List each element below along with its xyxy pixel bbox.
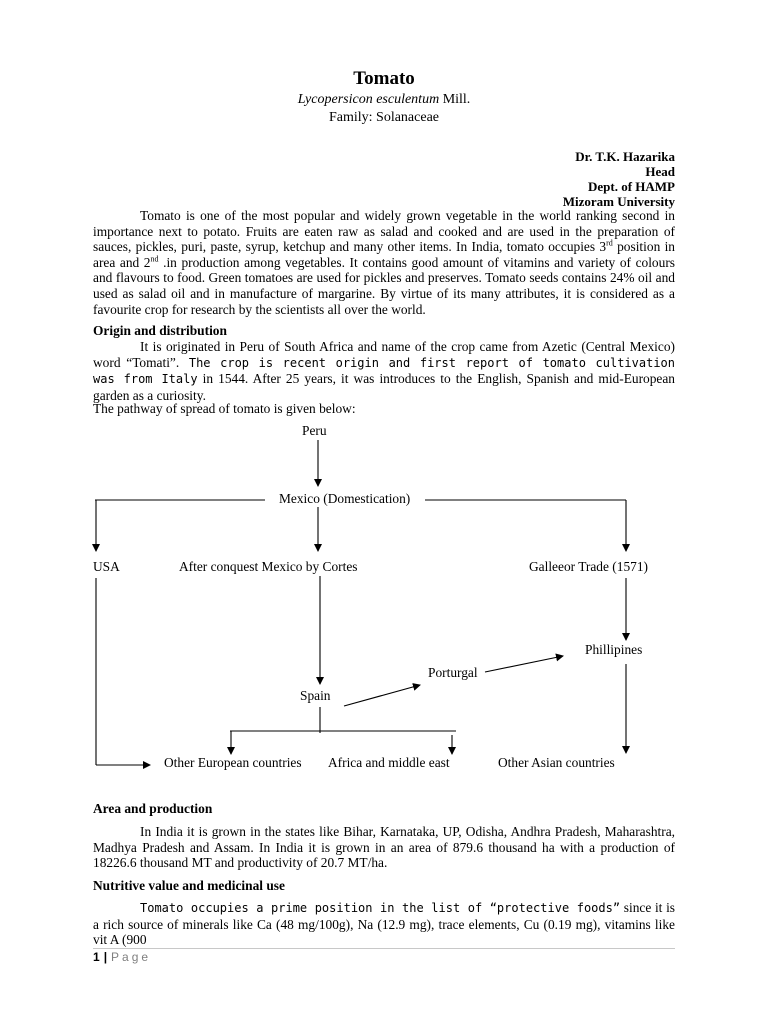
node-mexico: Mexico (Domestication) bbox=[279, 491, 411, 506]
page-footer bbox=[93, 950, 151, 964]
node-phillipines: Phillipines bbox=[585, 642, 643, 657]
node-portugal: Porturgal bbox=[428, 665, 478, 680]
nutritive-heading: Nutritive value and medicinal use bbox=[93, 878, 285, 893]
author-university: Mizoram University bbox=[562, 194, 675, 209]
origin-paragraph: It is originated in Peru of South Africa and name of the crop came from Azetic (Central Mexico) word “Tomati”. The crop is recent origin and first report of tomato cultivation was from Italy in 1544. After 25 years, it was introduces to the English, Spanish and mid-European garden as a curiosity. bbox=[93, 339, 676, 403]
node-africa: Africa and middle east bbox=[328, 755, 450, 770]
arrow-portugal-phillipines bbox=[485, 656, 563, 672]
author-dept: Dept. of HAMP bbox=[587, 179, 675, 194]
author-position: Head bbox=[645, 164, 675, 179]
intro-paragraph: Tomato is one of the most popular and widely grown vegetable in the world ranking second in importance next to potato. Fruits are eaten raw as salad and cooked and are used in the preparation of sauces, pickles, puri, paste, syrup, ketchup and many other items. In India, tomato occupies 3rd position in area and 2nd .in production among vegetables. It contains good amount of vitamins and variety of colours and flavours to food. Green tomatoes are used for pickles and preserves. Tomato seeds contains 24% oil and used as salad oil and in manufacture of margarine. By virtue of its many attributes, it is considered as a favourite crop for research by the scientists all over the world. bbox=[93, 208, 676, 317]
author-name: Dr. T.K. Hazarika bbox=[575, 149, 675, 164]
family-line: Family: Solanaceae bbox=[328, 110, 440, 125]
page-label: Page bbox=[111, 950, 152, 964]
node-peru: Peru bbox=[302, 423, 327, 438]
nutritive-paragraph: Tomato occupies a prime position in the list of “protective foods” since it is a rich source of minerals like Ca (48 mg/100g), Na (12.9 mg), trace elements, Cu (0.19 mg), vitamins like vit A (900 bbox=[93, 900, 675, 948]
footer-rule bbox=[93, 948, 675, 949]
pathway-intro: The pathway of spread of tomato is given below: bbox=[93, 401, 356, 416]
node-spain: Spain bbox=[300, 688, 331, 703]
arrow-spain-portugal bbox=[344, 685, 420, 706]
area-paragraph: In India it is grown in the states like Bihar, Karnataka, UP, Odisha, Andhra Pradesh, Maharashtra, Madhya Pradesh and Assam. In India it is grown in an area of 879.6 thousand ha with a production of 18226.6 thousand MT and productivity of 20.7 MT/ha. bbox=[93, 824, 675, 871]
authority: Mill. bbox=[439, 92, 471, 107]
node-galleon: Galleeor Trade (1571) bbox=[529, 559, 648, 574]
document-title: Tomato bbox=[353, 68, 415, 89]
area-heading: Area and production bbox=[93, 801, 213, 816]
scientific-name: Lycopersicon esculentum bbox=[297, 92, 440, 107]
page-separator: | bbox=[103, 950, 108, 964]
node-usa: USA bbox=[93, 559, 120, 574]
origin-heading: Origin and distribution bbox=[93, 323, 227, 338]
node-cortes: After conquest Mexico by Cortes bbox=[179, 559, 358, 574]
node-other-asian: Other Asian countries bbox=[498, 755, 615, 770]
node-other-european: Other European countries bbox=[164, 755, 302, 770]
page-number: 1 bbox=[93, 950, 100, 964]
